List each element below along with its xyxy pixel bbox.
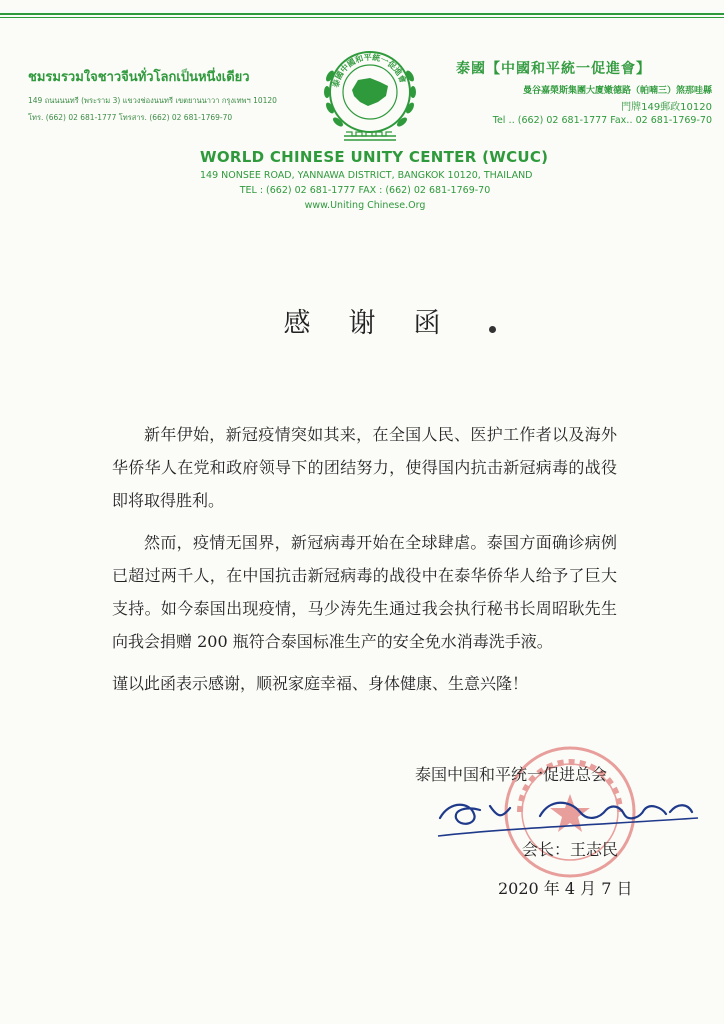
- chinese-postal: 門牌149郵政10120: [621, 102, 712, 113]
- paragraph: 新年伊始，新冠疫情突如其来，在全国人民、医护工作者以及海外华侨华人在党和政府领导下的团结努力，使得国内抗击新冠病毒的战役即将取得胜利。: [112, 425, 617, 510]
- letter-date: 2020 年 4 月 7 日: [498, 879, 633, 898]
- letter-body: [112, 418, 617, 709]
- president-name: 会长：王志民: [522, 840, 619, 859]
- ink-dot: [489, 326, 496, 333]
- logo-text: 泰國中國和平統一促進會: [331, 52, 408, 89]
- website: www.Uniting Chinese.Org: [304, 200, 426, 211]
- chinese-org-name: 泰國【中國和平統一促進會】: [456, 61, 651, 77]
- paragraph: 然而，疫情无国界，新冠病毒开始在全球肆虐。泰国方面确诊病例已超过两千人，在中国抗击新冠病毒的战役中在泰华侨华人给予了巨大支持。如今泰国出现疫情，马少涛先生通过我会执行秘书长周昭耿先生向我会捐赠 200 瓶符合泰国标准生产的安全免水消毒洗手液。: [112, 533, 617, 651]
- english-address: 149 NONSEE ROAD, YANNAWA DISTRICT, BANGKOK 10120, THAILAND: [200, 170, 533, 181]
- english-phone: TEL : (662) 02 681-1777 FAX : (662) 02 681-1769-70: [239, 185, 491, 196]
- thai-org-name: ชมรมรวมใจชาวจีนทั่วโลกเป็นหนึ่งเดียว: [28, 70, 250, 85]
- letterhead-center: [200, 148, 549, 211]
- english-org-name: WORLD CHINESE UNITY CENTER (WCUC): [200, 148, 549, 166]
- chinese-phone: Tel ‥ (662) 02 681-1777 Fax‥ 02 681-1769-70: [492, 115, 712, 126]
- top-rule: [0, 13, 724, 15]
- letter-title: 感谢函: [283, 308, 479, 339]
- top-rule-thin: [0, 17, 724, 18]
- letterhead-right: [456, 58, 712, 126]
- letterhead-left: [28, 66, 318, 124]
- organization-logo: [314, 36, 426, 148]
- chinese-address: 曼谷嘉榮斯集團大廈嫩德路（帕喃三）煞那哇縣: [522, 86, 712, 96]
- thai-address: 149 ถนนนนทรี (พระราม 3) แขวงช่องนนทรี เขตยานนาวา กรุงเทพฯ 10120: [28, 96, 277, 105]
- thai-phone: โทร. (662) 02 681-1777 โทรสาร. (662) 02 681-1769-70: [28, 113, 233, 122]
- closing-line: 谨以此函表示感谢，顺祝家庭幸福、身体健康、生意兴隆！: [112, 674, 529, 693]
- signing-organization: 泰国中国和平统一促进总会: [415, 765, 608, 784]
